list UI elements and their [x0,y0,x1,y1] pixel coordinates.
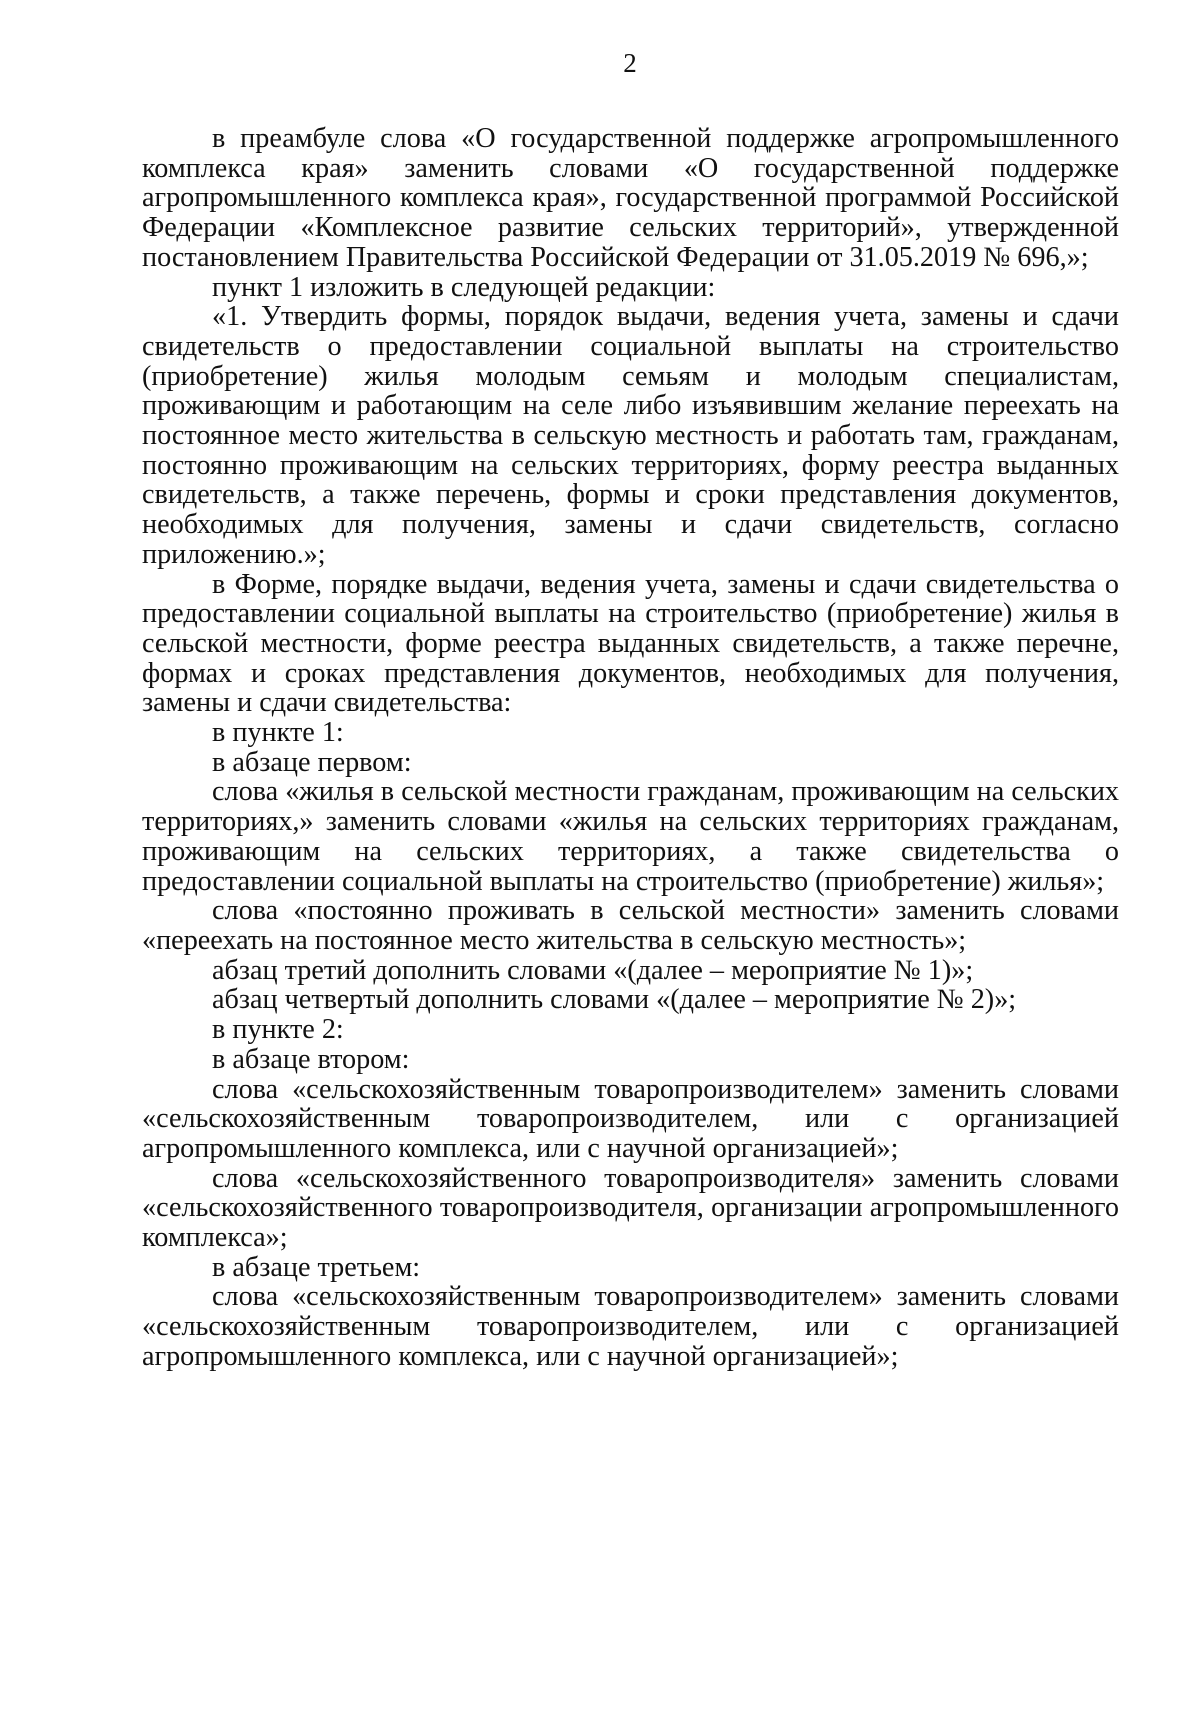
paragraph-item1-intro: пункт 1 изложить в следующей редакции: [212,271,716,303]
paragraph-second-abzac: в абзаце втором: [212,1043,410,1075]
paragraph-replace-producer-3: слова «сельскохозяйственным товаропроизводителем» заменить словами «сельскохозяйственным товаропроизводителем, или с организацией агропромышленного комплекса, или с научной организацией»; [142,1281,1119,1372]
paragraph-third-abzac: в абзаце третьем: [212,1251,421,1283]
paragraph-in-point-2: в пункте 2: [212,1014,344,1046]
paragraph-first-abzac: в абзаце первом: [212,746,412,778]
paragraph-abzac-third: абзац третий дополнить словами «(далее – мероприятие № 1)»; [212,954,974,986]
paragraph-item1-text: «1. Утвердить формы, порядок выдачи, ведения учета, замены и сдачи свидетельств о предоставлении социальной выплаты на строительство (приобретение) жилья молодым семьям и молодым специалистам, проживающим и работающим на селе либо изъявившим желание переехать на постоянное место жительства в сельскую местность и работать там, гражданам, постоянно проживающим на сельских территориях, форму реестра выданных свидетельств, а также перечень, формы и сроки представления документов, необходимых для получения, замены и сдачи свидетельств, согласно приложению.»; [142,301,1119,570]
paragraph-in-point-1: в пункте 1: [212,717,344,749]
page-number: 2 [623,48,637,78]
paragraph-replace-producer-1: слова «сельскохозяйственным товаропроизводителем» заменить словами «сельскохозяйственным товаропроизводителем, или с организацией агропромышленного комплекса, или с научной организацией»; [142,1073,1119,1164]
paragraph-replace-residence: слова «постоянно проживать в сельской местности» заменить словами «переехать на постоянное место жительства в сельскую местность»; [142,895,1119,956]
document-body [142,124,1119,1372]
paragraph-replace-housing: слова «жилья в сельской местности гражданам, проживающим на сельских территориях,» заменить словами «жилья на сельских территориях гражданам, проживающим на сельских территориях, а также свидетельства о предоставлении социальной выплаты на строительство (приобретение) жилья»; [142,776,1119,897]
paragraph-preamble: в преамбуле слова «О государственной поддержке агропромышленного комплекса края» заменить словами «О государственной поддержке агропромышленного комплекса края», государственной программой Российской Федерации «Комплексное развитие сельских территорий», утвержденной постановлением Правительства Российской Федерации от 31.05.2019 № 696,»; [142,123,1119,273]
paragraph-form-intro: в Форме, порядке выдачи, ведения учета, замены и сдачи свидетельства о предоставлении социальной выплаты на строительство (приобретение) жилья в сельской местности, форме реестра выданных свидетельств, а также перечне, формах и сроках представления документов, необходимых для получения, замены и сдачи свидетельства: [142,568,1119,719]
paragraph-replace-producer-2: слова «сельскохозяйственного товаропроизводителя» заменить словами «сельскохозяйственного товаропроизводителя, организации агропромышленного комплекса»; [142,1162,1119,1254]
paragraph-abzac-fourth: абзац четвертый дополнить словами «(далее – мероприятие № 2)»; [212,984,1017,1016]
